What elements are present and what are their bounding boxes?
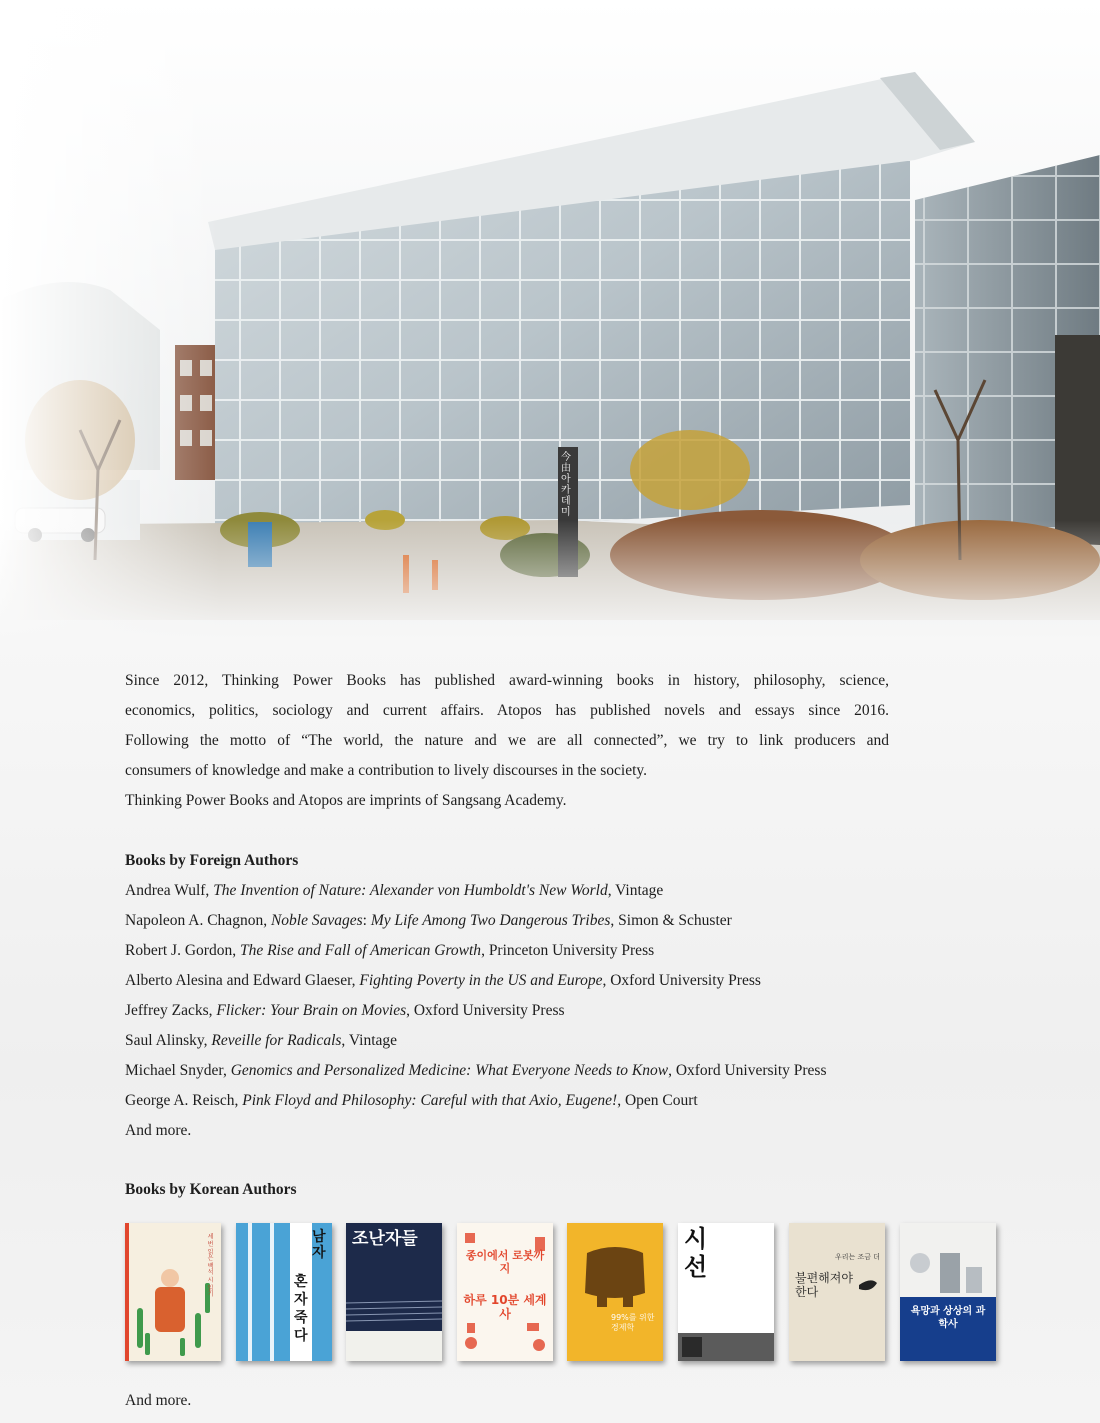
- korean-book-covers: [125, 1223, 1005, 1363]
- book-title-separator: :: [362, 912, 371, 929]
- intro-line: Since 2012, Thinking Power Books has published award-winning books in history, philosophy, science,: [125, 672, 889, 689]
- book-cover[interactable]: [678, 1223, 774, 1361]
- cover-title: 시 선: [684, 1225, 730, 1281]
- book-cover[interactable]: [346, 1223, 442, 1361]
- cover-title: 욕망과 상상의 과학사: [910, 1306, 986, 1330]
- book-title: Flicker: Your Brain on Movies: [216, 1002, 407, 1019]
- cover-title-top: 남자: [312, 1229, 326, 1261]
- book-author: Robert J. Gordon,: [125, 942, 240, 959]
- book-title: The Rise and Fall of American Growth: [239, 942, 482, 959]
- book-title: Noble Savages: [270, 912, 363, 929]
- book-author: George A. Reisch,: [125, 1092, 243, 1109]
- book-entry: [125, 1056, 889, 1086]
- cover-title: 조난자들: [352, 1229, 418, 1249]
- foreign-book-list: [125, 876, 889, 1116]
- book-author: Alberto Alesina and Edward Glaeser,: [125, 972, 360, 989]
- main-content: [125, 666, 889, 1146]
- cover-title-top: 우리는 조금 더: [835, 1253, 881, 1261]
- cover-title: 혼자 죽다: [294, 1274, 308, 1344]
- book-cover[interactable]: [900, 1223, 996, 1361]
- cover-title: 종이에서 로봇까지: [465, 1249, 545, 1275]
- foreign-books-heading: Books by Foreign Authors: [125, 852, 299, 869]
- book-publisher: , Vintage: [607, 882, 664, 899]
- book-publisher: , Vintage: [341, 1032, 398, 1049]
- book-entry: [125, 966, 889, 996]
- book-title: Reveille for Radicals: [211, 1032, 342, 1049]
- book-entry: [125, 876, 889, 906]
- book-title: Genomics and Personalized Medicine: What Everyone Needs to Know: [230, 1062, 669, 1079]
- book-entry: [125, 906, 889, 936]
- cover-title: 99%를 위한 경제학: [611, 1313, 655, 1332]
- korean-and-more: And more.: [125, 1392, 192, 1409]
- book-title: Fighting Poverty in the US and Europe: [359, 972, 603, 989]
- book-entry: [125, 996, 889, 1026]
- book-title: Pink Floyd and Philosophy: Careful with that Axio, Eugene!: [242, 1092, 618, 1109]
- book-title: The Invention of Nature: Alexander von Humboldt's New World: [213, 882, 608, 899]
- intro-line: Thinking Power Books and Atopos are imprints of Sangsang Academy.: [125, 792, 567, 809]
- book-publisher: , Princeton University Press: [481, 942, 655, 959]
- book-cover[interactable]: [236, 1223, 332, 1361]
- book-author: Saul Alinsky,: [125, 1032, 212, 1049]
- book-cover[interactable]: [125, 1223, 221, 1361]
- book-publisher: , Simon & Schuster: [610, 912, 732, 929]
- intro-line: Following the motto of “The world, the nature and we are all connected”, we try to link producers and: [125, 732, 889, 749]
- foreign-books-section: [125, 846, 889, 1146]
- book-author: Andrea Wulf,: [125, 882, 214, 899]
- foreign-and-more: And more.: [125, 1122, 192, 1139]
- book-publisher: , Oxford University Press: [406, 1002, 565, 1019]
- korean-books-heading: Books by Korean Authors: [125, 1181, 297, 1198]
- cover-title: 불편해져야 한다: [795, 1271, 853, 1299]
- intro-paragraph: [125, 666, 889, 816]
- book-author: Jeffrey Zacks,: [125, 1002, 217, 1019]
- book-cover[interactable]: [567, 1223, 663, 1361]
- cover-subtitle: 하루 10분 세계사: [463, 1293, 547, 1321]
- hero-building-photo: [0, 0, 1100, 640]
- book-author: Napoleon A. Chagnon,: [125, 912, 271, 929]
- building-sign-text: 今由아카데미: [561, 452, 571, 518]
- book-author: Michael Snyder,: [125, 1062, 231, 1079]
- book-publisher: , Oxford University Press: [602, 972, 761, 989]
- book-subtitle: My Life Among Two Dangerous Tribes: [370, 912, 611, 929]
- cover-title: 세 번 읽은 백석 시 읽기: [206, 1233, 213, 1297]
- intro-line: economics, politics, sociology and current affairs. Atopos has published novels and essays since 2016.: [125, 702, 889, 719]
- book-entry: [125, 1026, 889, 1056]
- book-entry: [125, 936, 889, 966]
- intro-line: consumers of knowledge and make a contribution to lively discourses in the society.: [125, 762, 647, 779]
- book-publisher: , Oxford University Press: [668, 1062, 827, 1079]
- book-entry: [125, 1086, 889, 1116]
- book-cover[interactable]: [457, 1223, 553, 1361]
- book-cover[interactable]: [789, 1223, 885, 1361]
- book-publisher: , Open Court: [617, 1092, 698, 1109]
